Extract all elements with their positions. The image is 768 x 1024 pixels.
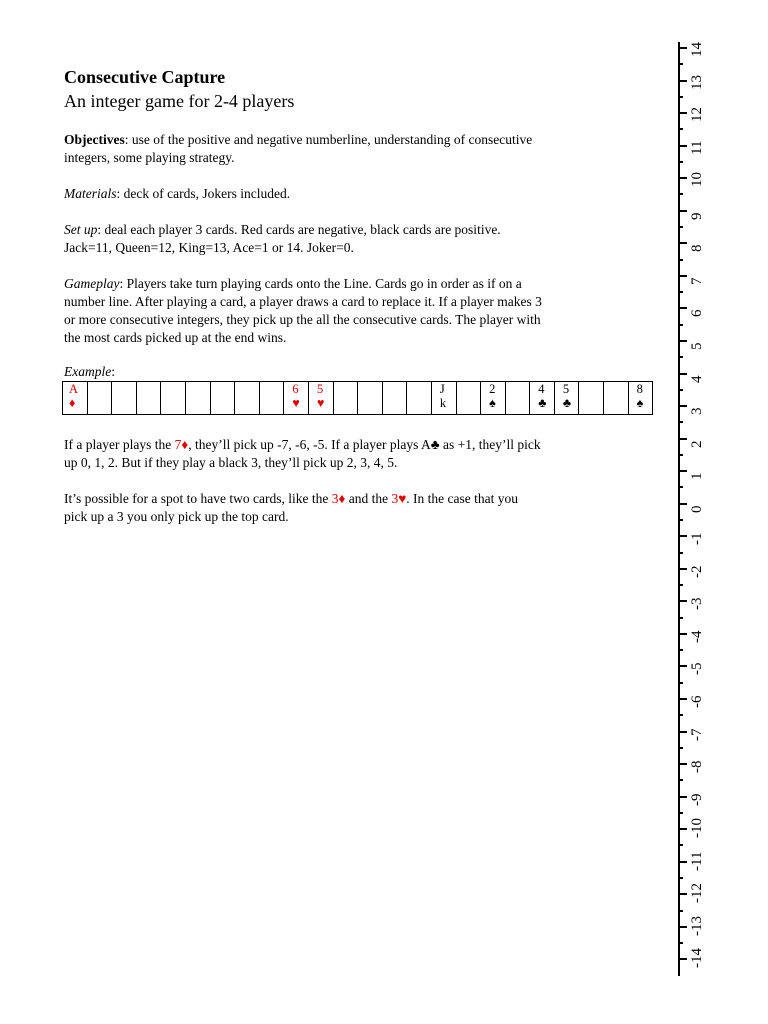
card-rank: 5 xyxy=(316,382,324,396)
ruler-label: -2 xyxy=(689,565,705,578)
example-cell xyxy=(628,382,653,415)
example-cell xyxy=(308,382,333,415)
example-cell xyxy=(407,382,432,415)
example-cell xyxy=(112,382,137,415)
ruler-major-tick xyxy=(678,373,687,375)
ruler-minor-tick xyxy=(678,617,683,619)
document-subtitle: An integer game for 2-4 players xyxy=(64,91,295,111)
example-cell xyxy=(185,382,210,415)
ruler-major-tick xyxy=(678,600,687,602)
ruler-major-tick xyxy=(678,470,687,472)
gameplay-text-line4: the most cards picked up at the end wins. xyxy=(64,330,287,345)
objectives-text-line1: : use of the positive and negative numberline, understanding of consecutive xyxy=(124,132,533,147)
example-cell xyxy=(87,382,112,415)
ruler-minor-tick xyxy=(678,747,683,749)
example-cell xyxy=(63,382,88,415)
example-cell xyxy=(382,382,407,415)
ruler-label: -4 xyxy=(689,630,705,643)
card-suit: ♣ xyxy=(538,396,547,410)
ruler-minor-tick xyxy=(678,844,683,846)
ruler-major-tick xyxy=(678,698,687,700)
ruler-minor-tick xyxy=(678,877,683,879)
ruler-label: -10 xyxy=(689,818,705,839)
ruler-label: 6 xyxy=(689,309,705,318)
card-rank: 4 xyxy=(538,382,545,396)
ruler-minor-tick xyxy=(678,714,683,716)
ruler-major-tick xyxy=(678,796,687,798)
card-suit: ♠ xyxy=(636,396,644,410)
ruler-label: 2 xyxy=(689,440,705,448)
example-cell xyxy=(456,382,481,415)
two-cards-text-b: and the xyxy=(345,491,392,506)
ruler-minor-tick xyxy=(678,910,683,912)
card-suit: k xyxy=(439,396,447,410)
example-cell xyxy=(333,382,358,415)
capture-text-b: , they’ll pick up -7, -6, -5. If a player plays A♣ as +1, they’ll pick xyxy=(188,437,541,452)
ruler-major-tick xyxy=(678,633,687,635)
ruler-major-tick xyxy=(678,828,687,830)
ruler-label: 0 xyxy=(689,505,705,513)
card-rank: 5 xyxy=(562,382,570,396)
example-cell xyxy=(431,382,456,415)
gameplay-text-line2: number line. After playing a card, a player draws a card to replace it. If a player makes 3 xyxy=(64,294,542,309)
two-cards-text-c: . In the case that you xyxy=(406,491,518,506)
ruler-major-tick xyxy=(678,893,687,895)
setup-text-line2: Jack=11, Queen=12, King=13, Ace=1 or 14. Joker=0. xyxy=(64,240,354,255)
two-cards-text-line2: pick up a 3 you only pick up the top card. xyxy=(64,509,289,524)
ruler-major-tick xyxy=(678,112,687,114)
ruler-minor-tick xyxy=(678,389,683,391)
gameplay-text-line3: or more consecutive integers, they pick up the all the consecutive cards. The player with xyxy=(64,312,541,327)
ruler-major-tick xyxy=(678,763,687,765)
ruler-minor-tick xyxy=(678,486,683,488)
ruler-minor-tick xyxy=(678,356,683,358)
card-rank: 6 xyxy=(292,382,299,396)
card-suit: ♠ xyxy=(489,396,496,410)
gameplay-label: Gameplay xyxy=(64,276,120,291)
ruler-minor-tick xyxy=(678,812,683,814)
example-cell xyxy=(284,382,309,415)
ruler-label: 13 xyxy=(689,74,705,90)
ruler-label: 5 xyxy=(689,342,705,350)
ruler-minor-tick xyxy=(678,259,683,261)
objectives-paragraph xyxy=(64,131,624,167)
ruler-label: 14 xyxy=(689,42,705,57)
setup-paragraph xyxy=(64,221,624,257)
objectives-label: Objectives xyxy=(64,132,125,147)
ruler-label: -9 xyxy=(689,793,705,806)
ruler-minor-tick xyxy=(678,942,683,944)
ruler-minor-tick xyxy=(678,63,683,65)
ruler-label: 11 xyxy=(689,140,705,155)
three-hearts-card: 3♥ xyxy=(391,491,407,506)
ruler-minor-tick xyxy=(678,421,683,423)
document-title: Consecutive Capture xyxy=(64,67,226,87)
example-cell xyxy=(554,382,579,415)
ruler-major-tick xyxy=(678,340,687,342)
example-cell xyxy=(579,382,604,415)
gameplay-text-line1: : Players take turn playing cards onto the Line. Cards go in order as if on a xyxy=(119,276,522,291)
ruler-major-tick xyxy=(678,307,687,309)
seven-diamonds-card: 7♦ xyxy=(174,437,189,452)
ruler-label: 10 xyxy=(689,172,705,188)
example-label: Example xyxy=(64,364,112,379)
capture-text-a: If a player plays the xyxy=(64,437,175,452)
ruler-major-tick xyxy=(678,242,687,244)
example-cell xyxy=(161,382,186,415)
ruler-major-tick xyxy=(678,210,687,212)
example-cell xyxy=(358,382,383,415)
ruler-label: -14 xyxy=(689,948,705,969)
example-heading xyxy=(64,363,624,381)
example-card-row xyxy=(63,382,653,415)
two-cards-paragraph xyxy=(64,490,624,526)
setup-label: Set up xyxy=(64,222,98,237)
ruler-label: -7 xyxy=(689,728,705,741)
ruler-label: -11 xyxy=(689,851,705,871)
capture-example-paragraph xyxy=(64,436,624,472)
ruler-axis-line xyxy=(678,42,680,976)
ruler-major-tick xyxy=(678,535,687,537)
ruler-label: -12 xyxy=(689,883,705,904)
ruler-major-tick xyxy=(678,438,687,440)
ruler-major-tick xyxy=(678,47,687,49)
example-number-line-table xyxy=(62,381,653,415)
ruler-minor-tick xyxy=(678,193,683,195)
materials-text: : deck of cards, Jokers included. xyxy=(116,186,291,201)
card-suit: ♥ xyxy=(316,396,325,410)
ruler-minor-tick xyxy=(678,226,683,228)
ruler-label: -3 xyxy=(689,597,705,611)
card-rank: A xyxy=(69,382,79,396)
ruler-minor-tick xyxy=(678,128,683,130)
ruler-major-tick xyxy=(678,861,687,863)
ruler-label: -13 xyxy=(689,915,705,936)
ruler-minor-tick xyxy=(678,519,683,521)
ruler-major-tick xyxy=(678,568,687,570)
example-cell xyxy=(136,382,161,415)
example-colon: : xyxy=(111,364,115,379)
example-cell xyxy=(259,382,284,415)
ruler-major-tick xyxy=(678,80,687,82)
ruler-label: -6 xyxy=(689,695,705,708)
ruler-minor-tick xyxy=(678,682,683,684)
ruler-major-tick xyxy=(678,405,687,407)
ruler-minor-tick xyxy=(678,584,683,586)
card-suit: ♥ xyxy=(292,396,300,410)
ruler-label: -5 xyxy=(689,662,705,676)
example-cell xyxy=(505,382,530,415)
ruler-label: -1 xyxy=(689,532,705,546)
two-cards-text-a: It’s possible for a spot to have two cards, like the xyxy=(64,491,332,506)
ruler-major-tick xyxy=(678,275,687,277)
ruler-major-tick xyxy=(678,177,687,179)
three-diamonds-card: 3♦ xyxy=(331,491,346,506)
example-cell xyxy=(481,382,506,415)
ruler-major-tick xyxy=(678,665,687,667)
ruler-minor-tick xyxy=(678,649,683,651)
objectives-text-line2: integers, some playing strategy. xyxy=(64,150,235,165)
ruler-label: 8 xyxy=(689,244,705,253)
example-cell xyxy=(604,382,629,415)
ruler-major-tick xyxy=(678,503,687,505)
ruler-label: -8 xyxy=(689,760,705,774)
ruler-label: 4 xyxy=(689,375,705,383)
example-cell xyxy=(530,382,555,415)
card-rank: 2 xyxy=(489,382,496,396)
example-cell xyxy=(210,382,235,415)
example-cell xyxy=(235,382,260,415)
ruler-major-tick xyxy=(678,958,687,960)
ruler-minor-tick xyxy=(678,552,683,554)
capture-text-line2: up 0, 1, 2. But if they play a black 3, they’ll pick up 2, 3, 4, 5. xyxy=(64,455,398,470)
card-suit: ♦ xyxy=(69,396,76,410)
ruler-label: 7 xyxy=(689,277,705,285)
card-rank: 8 xyxy=(636,382,643,396)
ruler-minor-tick xyxy=(678,454,683,456)
setup-text-line1: : deal each player 3 cards. Red cards are negative, black cards are positive. xyxy=(97,222,501,237)
ruler-label: 12 xyxy=(689,107,705,123)
ruler-label: 1 xyxy=(689,472,705,481)
card-suit: ♣ xyxy=(562,396,572,410)
ruler-minor-tick xyxy=(678,161,683,163)
ruler-major-tick xyxy=(678,145,687,147)
gameplay-paragraph xyxy=(64,275,624,347)
ruler-major-tick xyxy=(678,731,687,733)
card-rank: J xyxy=(439,382,445,396)
ruler-minor-tick xyxy=(678,96,683,98)
ruler-label: 3 xyxy=(689,407,705,416)
materials-paragraph xyxy=(64,185,624,203)
ruler-minor-tick xyxy=(678,779,683,781)
ruler-minor-tick xyxy=(678,324,683,326)
materials-label: Materials xyxy=(64,186,117,201)
ruler-label: 9 xyxy=(689,212,705,220)
ruler-major-tick xyxy=(678,926,687,928)
ruler-minor-tick xyxy=(678,291,683,293)
